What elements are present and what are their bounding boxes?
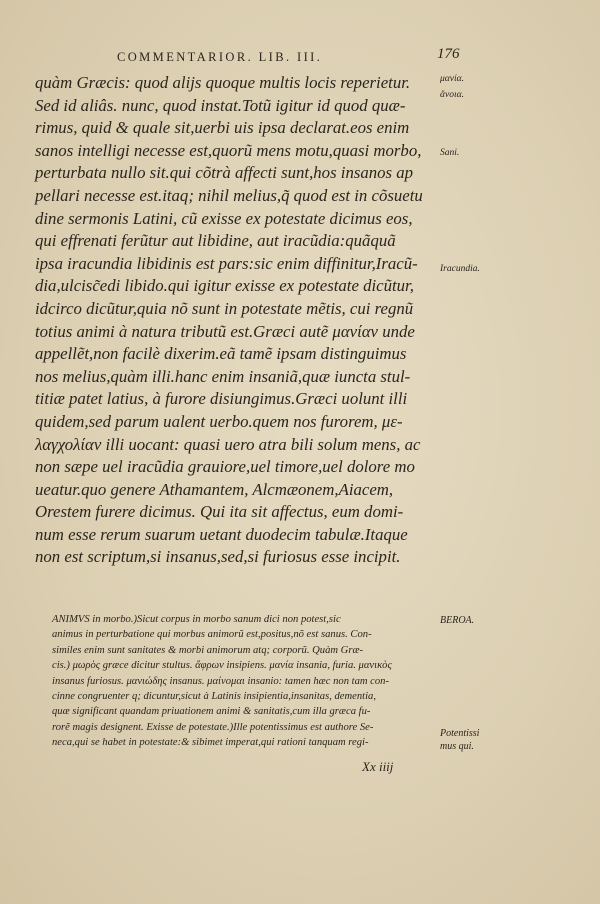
commentary-line: neca,qui se habet in potestate:& sibimet imperat,qui rationi tanquam regi- xyxy=(52,737,369,749)
text-line: num esse rerum suarum uetant duodecim tabulæ.Itaque xyxy=(35,524,408,544)
margin-note: μανία. xyxy=(440,74,464,84)
commentary-line: rorẽ magis designent. Exisse de potestate.)Ille potentissimus est authore Se- xyxy=(52,721,374,733)
commentary-margin-note: BEROA. xyxy=(440,615,475,626)
text-line: rimus, quid & quale sit,uerbi uis ipsa declarat.eos enim xyxy=(35,118,410,138)
text-line: non sæpe uel iracũdia grauiore,uel timore,uel dolore mo xyxy=(35,457,415,477)
commentary-margin-note: mus qui. xyxy=(440,741,474,752)
text-line: λαγχολίαν illi uocant: quasi uero atra bili solum mens, ac xyxy=(35,434,421,454)
text-line: Orestem furere dicimus. Qui ita sit affectus, eum domi- xyxy=(35,502,404,522)
text-line: quidem,sed parum ualent uerbo.quem nos furorem, με- xyxy=(35,411,403,431)
text-line: totius animi à natura tributũ est.Græci autẽ μανίαν unde xyxy=(35,321,415,341)
commentary-line: quæ significant quandam priuationem animi & sanitatis,cum illa græca fu- xyxy=(52,706,371,718)
commentary-line: similes enim sunt sanitates & morbi animorum atq; corporũ. Quàm Græ- xyxy=(52,644,364,656)
commentary-line: animus in perturbatione qui morbus animorũ est,positus,nõ est sanus. Con- xyxy=(52,629,372,641)
text-line: titiæ patet latius, à furore disiungimus.Græci uolunt illi xyxy=(35,389,408,409)
text-line: dine sermonis Latini, cũ exisse ex potestate dicimus eos, xyxy=(35,208,413,228)
text-line: ipsa iracundia libidinis est pars:sic enim diffinitur,Iracũ- xyxy=(35,253,418,273)
running-title: COMMENTARIOR. LIB. III. xyxy=(117,50,323,64)
text-line: pellari necesse est.itaq; nihil melius,q̃ quod est in cõsuetu xyxy=(35,185,423,205)
signature-mark: Xx iiij xyxy=(362,759,394,774)
commentary-line: insanus furiosus. μανιώδης insanus. μαίνομαι insanio: tamen hæc non tam con- xyxy=(52,675,389,687)
text-line: perturbata nullo sit.qui cõtrà affecti sunt,hos insanos ap xyxy=(35,163,414,183)
commentary-margin-note: Potentissi xyxy=(440,728,480,739)
margin-note: Iracundia. xyxy=(440,264,480,274)
text-line: qui effrenati ferũtur aut libidine, aut iracũdia:quãquã xyxy=(35,231,396,251)
margin-note: Sani. xyxy=(440,148,460,158)
commentary-line: cinne congruenter q; dicuntur,sicut à Latinis insipientia,insanitas, dementia, xyxy=(52,690,376,702)
text-line: dia,ulcisc̃edi libido.qui igitur exisse ex potestate dicũtur, xyxy=(35,276,414,296)
text-line: ueatur.quo genere Athamantem, Alcmæonem,Aiacem, xyxy=(35,479,394,499)
commentary-line: cis.) μωρὸς græce dicitur stultus. ἄφρων insipiens. μανία insania, furia. μανικὸς xyxy=(52,660,392,672)
text-line: appellẽt,non facilè dixerim.eã tamẽ ipsam distinguimus xyxy=(35,344,407,364)
text-line: nos melius,quàm illi.hanc enim insaniã,quæ iuncta stul- xyxy=(35,366,411,386)
text-line: Sed id aliâs. nunc, quod instat.Totũ igitur id quod quæ- xyxy=(35,95,406,115)
margin-note: ἄνοια. xyxy=(440,90,464,100)
text-line: idcirco dicũtur,quia nõ sunt in potestate mẽtis, cui regnũ xyxy=(35,298,414,318)
text-line: quàm Græcis: quod alijs quoque multis locis reperietur. xyxy=(35,73,411,92)
page-number: 176 xyxy=(437,46,460,62)
text-line: non est scriptum,si insanus,sed,si furiosus esse incipit. xyxy=(35,547,401,567)
commentary-block xyxy=(52,612,438,751)
text-line: sanos intelligi necesse est,quorũ mens motu,quasi morbo, xyxy=(35,140,422,160)
main-text-block xyxy=(35,72,433,569)
commentary-line: ANIMVS in morbo.)Sicut corpus in morbo sanum dici non potest,sic xyxy=(52,614,341,625)
